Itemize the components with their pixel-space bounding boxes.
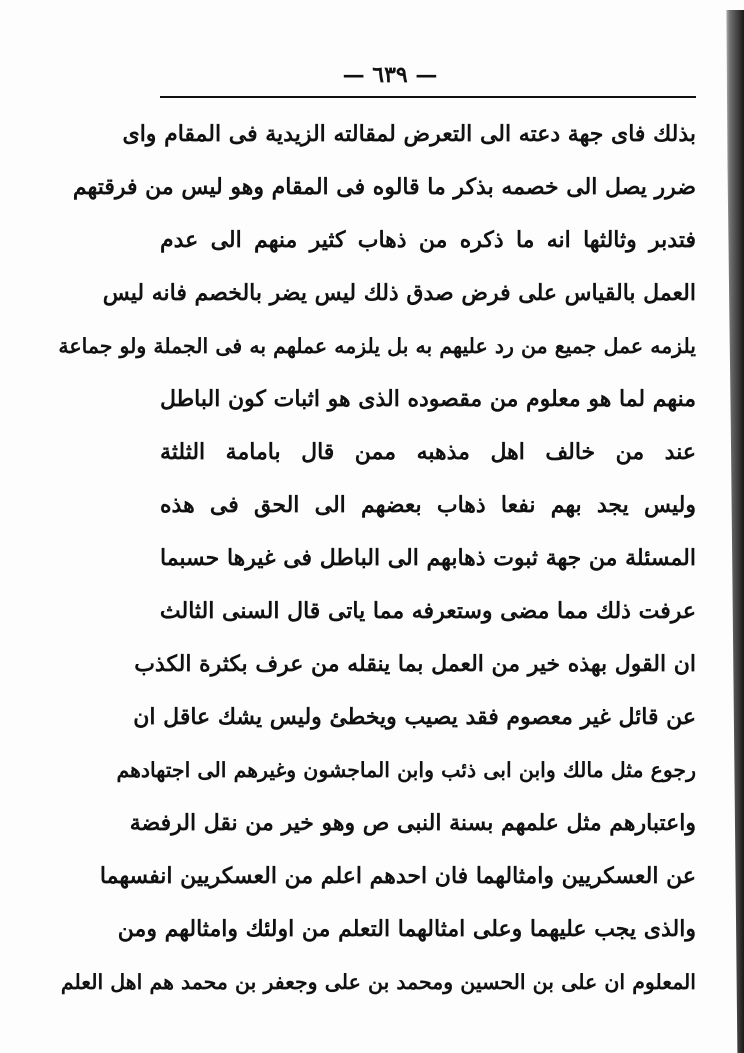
text-line-5: یلزمه عمل جمیع من رد علیهم به بل یلزمه عملهم به فی الجملة ولو جماعة: [58, 334, 696, 358]
text-line-11: ان القول بهذه خیر من العمل بما ینقله من عرف بکثرة الکذب: [134, 651, 696, 677]
text-line-6: منهم لما هو معلوم من مقصوده الذی هو اثبات کون الباطل: [160, 386, 696, 412]
page-number: — ٦٣٩ —: [342, 62, 438, 88]
text-line-10: عرفت ذلك مما مضی وستعرفه مما یاتی قال السنی الثالث: [159, 598, 696, 624]
body-text: [58, 108, 696, 1009]
page-edge-shadow: [722, 10, 744, 1053]
text-line-16: والذی یجب علیهما وعلی امثالهما التعلم من اولئك وامثالهم ومن: [117, 916, 696, 942]
text-line-9: المسئلة من جهة ثبوت ذهابهم الی الباطل فی غیرها حسبما: [160, 545, 696, 571]
text-line-3: فتدبر وثالثها انه ما ذکره من ذهاب کثیر منهم الی عدم: [160, 227, 696, 253]
text-line-17: المعلوم ان علی بن الحسین ومحمد بن علی وجعفر بن محمد هم اهل العلم: [60, 970, 696, 994]
header-rule: [160, 96, 696, 98]
text-line-1: بذلك فای جهة دعته الی التعرض لمقالته الزیدیة فی المقام وای: [122, 121, 696, 147]
text-line-14: واعتبارهم مثل علمهم بسنة النبی ص وهو خیر من نقل الرفضة: [129, 810, 696, 836]
text-line-2: ضرر یصل الی خصمه بذکر ما قالوه فی المقام وهو لیس من فرقتهم: [72, 174, 696, 200]
text-line-15: عن العسکریین وامثالهما فان احدهم اعلم من العسکریین انفسهما: [99, 863, 696, 889]
text-line-8: ولیس یجد بهم نفعا ذهاب بعضهم الی الحق فی هذه: [160, 492, 696, 518]
text-line-12: عن قائل غیر معصوم فقد یصیب ویخطئ ولیس یشك عاقل ان: [133, 704, 696, 730]
text-line-4: العمل بالقیاس علی فرض صدق ذلك لیس یضر بالخصم فانه لیس: [102, 280, 696, 306]
text-line-13: رجوع مثل مالك وابن ابی ذئب وابن الماجشون وغیرهم الی اجتهادهم: [116, 758, 696, 782]
text-line-7: عند من خالف اهل مذهبه ممن قال بامامة الثلثة: [160, 439, 696, 465]
